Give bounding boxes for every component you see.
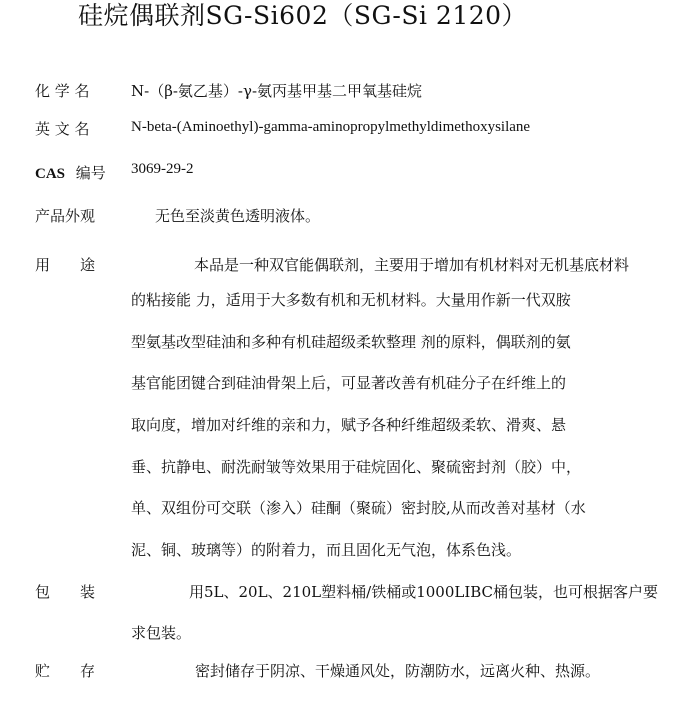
cas-value: 3069-29-2 <box>131 161 194 177</box>
usage-line: 型氨基改型硅油和多种有机硅超级柔软整理 剂的原料，偶联剂的氨 <box>131 333 571 351</box>
packaging-label: 包 装 <box>35 583 96 601</box>
english-name-value: N-beta-(Aminoethyl)-gamma-aminopropylmethyldimethoxysilane <box>131 119 531 135</box>
chemical-name-label: 化 学 名 <box>35 82 90 100</box>
storage-label: 贮 存 <box>35 662 96 680</box>
cas-label-bold: CAS <box>35 166 66 182</box>
usage-line: 垂、抗静电、耐洗耐皱等效果用于硅烷固化、聚硫密封剂（胶）中， <box>131 458 582 476</box>
packaging-line: 用5L、20L、210L塑料桶/铁桶或1000LIBC桶包装，也可根据客户要 <box>189 583 659 601</box>
english-name-label: 英 文 名 <box>35 120 90 138</box>
packaging-line: 求包装。 <box>131 624 192 642</box>
chemical-name-value: N-（β-氨乙基）-γ-氨丙基甲基二甲氧基硅烷 <box>131 82 423 100</box>
document-title: 硅烷偶联剂SG-Si602（SG-Si 2120） <box>78 1 528 30</box>
appearance-value: 无色至淡黄色透明液体。 <box>155 207 321 225</box>
usage-line: 基官能团键合到硅油骨架上后，可显著改善有机硅分子在纤维上的 <box>131 374 567 392</box>
cas-label-rest: 编号 <box>75 164 106 182</box>
usage-line: 单、双组份可交联（渗入）硅酮（聚硫）密封胶,从而改善对基材（水 <box>131 499 586 517</box>
usage-line: 泥、铜、玻璃等）的附着力，而且固化无气泡，体系色浅。 <box>131 541 522 559</box>
usage-line: 的粘接能 力，适用于大多数有机和无机材料。大量用作新一代双胺 <box>131 291 571 309</box>
appearance-label: 产品外观 <box>35 207 96 225</box>
storage-value: 密封储存于阴凉、干燥通风处，防潮防水，远离火种、热源。 <box>195 662 601 680</box>
cas-label <box>35 162 106 185</box>
usage-label: 用 途 <box>35 256 96 274</box>
usage-line: 本品是一种双官能偶联剂，主要用于增加有机材料对无机基底材料 <box>194 256 630 274</box>
usage-line: 取向度，增加对纤维的亲和力，赋予各种纤维超级柔软、滑爽、悬 <box>131 416 567 434</box>
